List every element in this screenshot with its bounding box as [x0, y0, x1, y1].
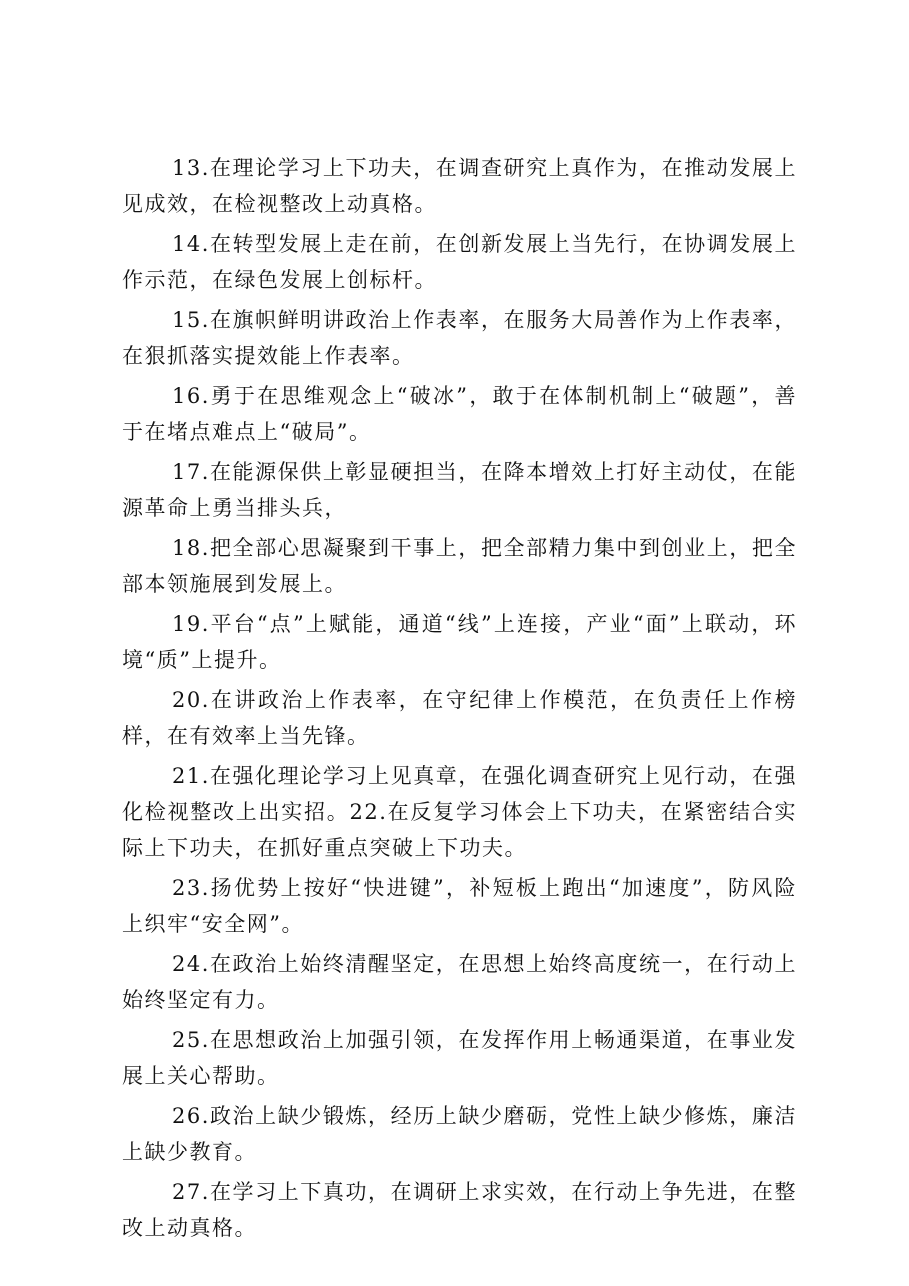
paragraph-19: 19.平台“点”上赋能，通道“线”上连接，产业“面”上联动，环境“质”上提升。 — [122, 612, 797, 672]
paragraph-14: 14.在转型发展上走在前，在创新发展上当先行，在协调发展上作示范，在绿色发展上创标杆。 — [122, 232, 797, 292]
paragraph-27: 27.在学习上下真功，在调研上求实效，在行动上争先进，在整改上动真格。 — [122, 1180, 797, 1240]
paragraph-26: 26.政治上缺少锻炼，经历上缺少磨砺，党性上缺少修炼，廉洁上缺少教育。 — [122, 1104, 797, 1164]
paragraph-20: 20.在讲政治上作表率，在守纪律上作模范，在负责任上作榜样，在有效率上当先锋。 — [122, 688, 797, 748]
paragraph-18: 18.把全部心思凝聚到干事上，把全部精力集中到创业上，把全部本领施展到发展上。 — [122, 536, 797, 596]
paragraph-17: 17.在能源保供上彰显硬担当，在降本增效上打好主动仗，在能源革命上勇当排头兵， — [122, 460, 797, 520]
paragraph-25: 25.在思想政治上加强引领，在发挥作用上畅通渠道，在事业发展上关心帮助。 — [122, 1028, 797, 1088]
paragraph-13: 13.在理论学习上下功夫，在调查研究上真作为，在推动发展上见成效，在检视整改上动真格。 — [122, 156, 797, 216]
document-body — [122, 150, 797, 1250]
paragraph-24: 24.在政治上始终清醒坚定，在思想上始终高度统一，在行动上始终坚定有力。 — [122, 952, 797, 1012]
paragraph-23: 23.扬优势上按好“快进键”，补短板上跑出“加速度”，防风险上织牢“安全网”。 — [122, 876, 797, 936]
paragraph-16: 16.勇于在思维观念上“破冰”，敢于在体制机制上“破题”，善于在堵点难点上“破局”。 — [122, 384, 797, 444]
paragraph-15: 15.在旗帜鲜明讲政治上作表率，在服务大局善作为上作表率，在狠抓落实提效能上作表率。 — [122, 308, 797, 368]
paragraph-21-22: 21.在强化理论学习上见真章，在强化调查研究上见行动，在强化检视整改上出实招。22.在反复学习体会上下功夫，在紧密结合实际上下功夫，在抓好重点突破上下功夫。 — [122, 764, 797, 860]
